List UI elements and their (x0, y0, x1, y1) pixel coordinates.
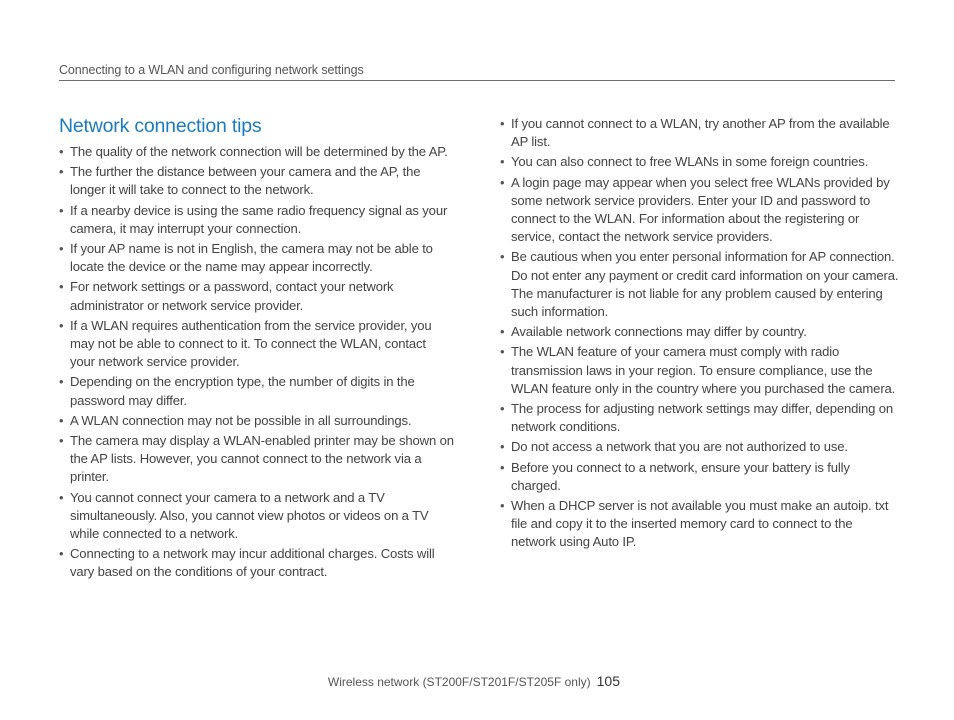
list-item (500, 323, 900, 341)
list-item (500, 343, 900, 398)
bullet-icon: • (59, 374, 64, 390)
bullet-icon: • (500, 249, 505, 265)
bullet-icon: • (500, 116, 505, 131)
page-header (59, 62, 895, 81)
bullet-icon: • (500, 401, 505, 417)
tips-list-left (59, 143, 454, 582)
bullet-icon: • (500, 459, 505, 475)
list-item-text: You cannot connect your camera to a network and a TV simultaneously. Also, you cannot view photos or videos on a TV while connected to a network. (70, 489, 429, 542)
list-item (500, 115, 900, 151)
bullet-icon: • (500, 439, 505, 455)
list-item (59, 143, 454, 161)
bullet-icon: • (500, 174, 505, 190)
bullet-icon: • (59, 546, 64, 562)
list-item (59, 373, 454, 409)
list-item (500, 400, 900, 436)
list-item-text: For network settings or a password, contact your network administrator or network service provider. (70, 279, 394, 313)
list-item-text: You can also connect to free WLANs in some foreign countries. (511, 154, 869, 170)
list-item-text: Depending on the encryption type, the number of digits in the password may differ. (70, 374, 415, 408)
bullet-icon: • (500, 344, 505, 360)
list-item-text: The camera may display a WLAN-enabled printer may be shown on the AP lists. However, you cannot connect to the network via a printer. (70, 433, 454, 485)
list-item-text: The process for adjusting network settings may differ, depending on network conditions. (511, 401, 894, 435)
page-title: Network connection tips (59, 115, 262, 137)
bullet-icon: • (59, 317, 64, 333)
list-item-text: If a WLAN requires authentication from the service provider, you may not be able to connect to it. To connect the WLAN, contact your network service provider. (70, 317, 432, 370)
list-item-text: The WLAN feature of your camera must comply with radio transmission laws in your region. To ensure compliance, use the WLAN feature only in the country where you purchased the camera. (511, 344, 896, 396)
list-item (59, 163, 454, 199)
bullet-icon: • (59, 489, 64, 505)
list-item-text: The quality of the network connection will be determined by the AP. (70, 144, 448, 159)
list-item-text: When a DHCP server is not available you must make an autoip. txt file and copy it to the inserted memory card to connect to the network using Auto IP. (511, 498, 889, 550)
bullet-icon: • (59, 202, 64, 218)
list-item-text: If your AP name is not in English, the camera may not be able to locate the device or the name may appear incorrectly. (70, 241, 433, 275)
list-item-text: Connecting to a network may incur additional charges. Costs will vary based on the conditions of your contract. (70, 546, 435, 580)
list-item (59, 432, 454, 487)
bullet-icon: • (59, 241, 64, 257)
bullet-icon: • (59, 144, 64, 159)
list-item-text: Before you connect to a network, ensure your battery is fully charged. (511, 459, 850, 493)
list-item (500, 248, 900, 321)
bullet-icon: • (59, 412, 64, 428)
list-item-text: Available network connections may differ by country. (511, 324, 807, 340)
list-item (500, 174, 900, 247)
list-item (59, 412, 454, 430)
right-column (500, 115, 900, 554)
tips-list-right (500, 115, 900, 552)
list-item (500, 497, 900, 552)
list-item-text: Do not access a network that you are not authorized to use. (511, 439, 848, 455)
list-item-text: If you cannot connect to a WLAN, try another AP from the available AP list. (511, 116, 890, 150)
list-item-text: Be cautious when you enter personal information for AP connection. Do not enter any payment or credit card information on your camera. The manufacturer is not liable for any problem caused by entering such information. (511, 249, 899, 320)
list-item (59, 545, 454, 581)
footer-label: Wireless network (ST200F/ST201F/ST205F only) (327, 675, 591, 689)
list-item (59, 202, 454, 238)
list-item (59, 278, 454, 314)
list-item (500, 459, 900, 495)
list-item (59, 240, 454, 276)
list-item-text: A login page may appear when you select free WLANs provided by some network service providers. Enter your ID and password to connect to the WLAN. For information about the registering or service, contact the network service providers. (511, 174, 890, 245)
bullet-icon: • (500, 154, 505, 170)
bullet-icon: • (59, 164, 64, 180)
list-item (59, 317, 454, 372)
section-breadcrumb: Connecting to a WLAN and configuring network settings (59, 63, 364, 77)
left-column (59, 114, 454, 584)
page-number: 105 (596, 673, 620, 689)
list-item (59, 489, 454, 544)
list-item (500, 153, 900, 171)
list-item-text: The further the distance between your camera and the AP, the longer it will take to connect to the network. (70, 164, 421, 198)
list-item-text: If a nearby device is using the same radio frequency signal as your camera, it may interrupt your connection. (70, 202, 448, 236)
list-item-text: A WLAN connection may not be possible in all surroundings. (70, 412, 412, 428)
bullet-icon: • (59, 433, 64, 449)
bullet-icon: • (500, 498, 505, 514)
bullet-icon: • (59, 279, 64, 295)
list-item (500, 438, 900, 456)
page-footer (0, 673, 620, 690)
bullet-icon: • (500, 324, 505, 340)
